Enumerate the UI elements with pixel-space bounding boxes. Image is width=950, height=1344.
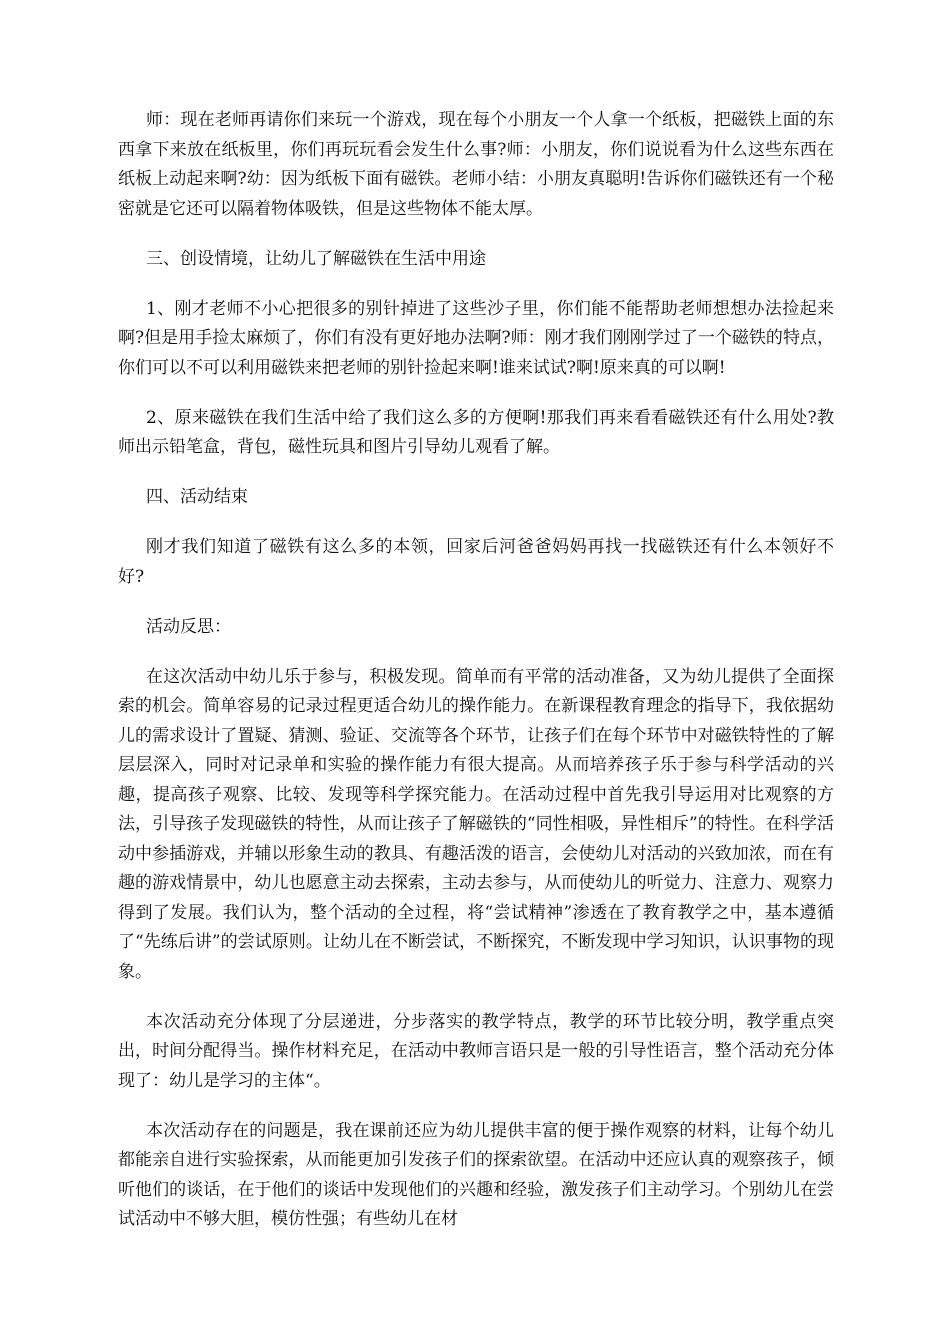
- paragraph-reflection-2: 本次活动充分体现了分层递进，分步落实的教学特点，教学的环节比较分明，教学重点突出，时间分配得当。操作材料充足，在活动中教师言语只是一般的引导性语言，整个活动充分体现了：幼儿是学习的主体“。: [118, 1011, 834, 1091]
- paragraph-activity-end: 刚才我们知道了磁铁有这么多的本领，回家后河爸爸妈妈再找一找磁铁还有什么本领好不好?: [118, 537, 834, 587]
- paragraph-reflection-3: 本次活动存在的问题是，我在课前还应为幼儿提供丰富的便于操作观察的材料，让每个幼儿都能亲自进行实验探索，从而能更加引发孩子们的探索欲望。在活动中还应认真的观察孩子，倾听他们的谈话，在于他们的谈话中发现他们的兴趣和经验，激发孩子们主动学习。个别幼儿在尝试活动中不够大胆，模仿性强；有些幼儿在材: [118, 1120, 834, 1229]
- paragraph-step-2: 2、原来磁铁在我们生活中给了我们这么多的方便啊!那我们再来看看磁铁还有什么用处?教师出示铅笔盒，背包，磁性玩具和图片引导幼儿观看了解。: [118, 407, 834, 457]
- paragraph-game-instructions: 师：现在老师再请你们来玩一个游戏，现在每个小朋友一个人拿一个纸板，把磁铁上面的东西拿下来放在纸板里，你们再玩玩看会发生什么事?师：小朋友，你们说说看为什么这些东西在纸板上动起来啊?幼：因为纸板下面有磁铁。老师小结：小朋友真聪明!告诉你们磁铁还有一个秘密就是它还可以隔着物体吸铁，但是这些物体不能太厚。: [118, 110, 834, 219]
- section-heading-4: 四、活动结束: [146, 487, 248, 507]
- paragraph-reflection-1: 在这次活动中幼儿乐于参与，积极发现。简单而有平常的活动准备，又为幼儿提供了全面探索的机会。简单容易的记录过程更适合幼儿的操作能力。在新课程教育理念的指导下，我依据幼儿的需求设计了置疑、猜测、验证、交流等各个环节，让孩子们在每个环节中对磁铁特性的了解层层深入，同时对记录单和实验的操作能力有很大提高。从而培养孩子乐于参与科学活动的兴趣，提高孩子观察、比较、发现等科学探究能力。在活动过程中首先我引导运用对比观察的方法，引导孩子发现磁铁的特性，从而让孩子了解磁铁的“同性相吸，异性相斥”的特性。在科学活动中参插游戏，并辅以形象生动的教具、有趣活泼的语言，会使幼儿对活动的兴致加浓，而在有趣的游戏情景中，幼儿也愿意主动去探索，主动去参与，从而使幼儿的听觉力、注意力、观察力得到了发展。我们认为，整个活动的全过程，将“尝试精神”渗透在了教育教学之中，基本遵循了“先练后讲”的尝试原则。让幼儿在不断尝试，不断探究，不断发现中学习知识，认识事物的现象。: [118, 666, 834, 982]
- document-body: [118, 106, 834, 1255]
- reflection-heading: 活动反思：: [146, 616, 231, 637]
- section-heading-3: 三、创设情境，让幼儿了解磁铁在生活中用途: [146, 248, 486, 269]
- paragraph-step-1: 1、刚才老师不小心把很多的别针掉进了这些沙子里，你们能不能帮助老师想想办法捡起来啊?但是用手捡太麻烦了，你们有没有更好地办法啊?师：刚才我们刚刚学过了一个磁铁的特点，你们可以不可以利用磁铁来把老师的别针捡起来啊!谁来试试?啊!原来真的可以啊!: [118, 298, 834, 378]
